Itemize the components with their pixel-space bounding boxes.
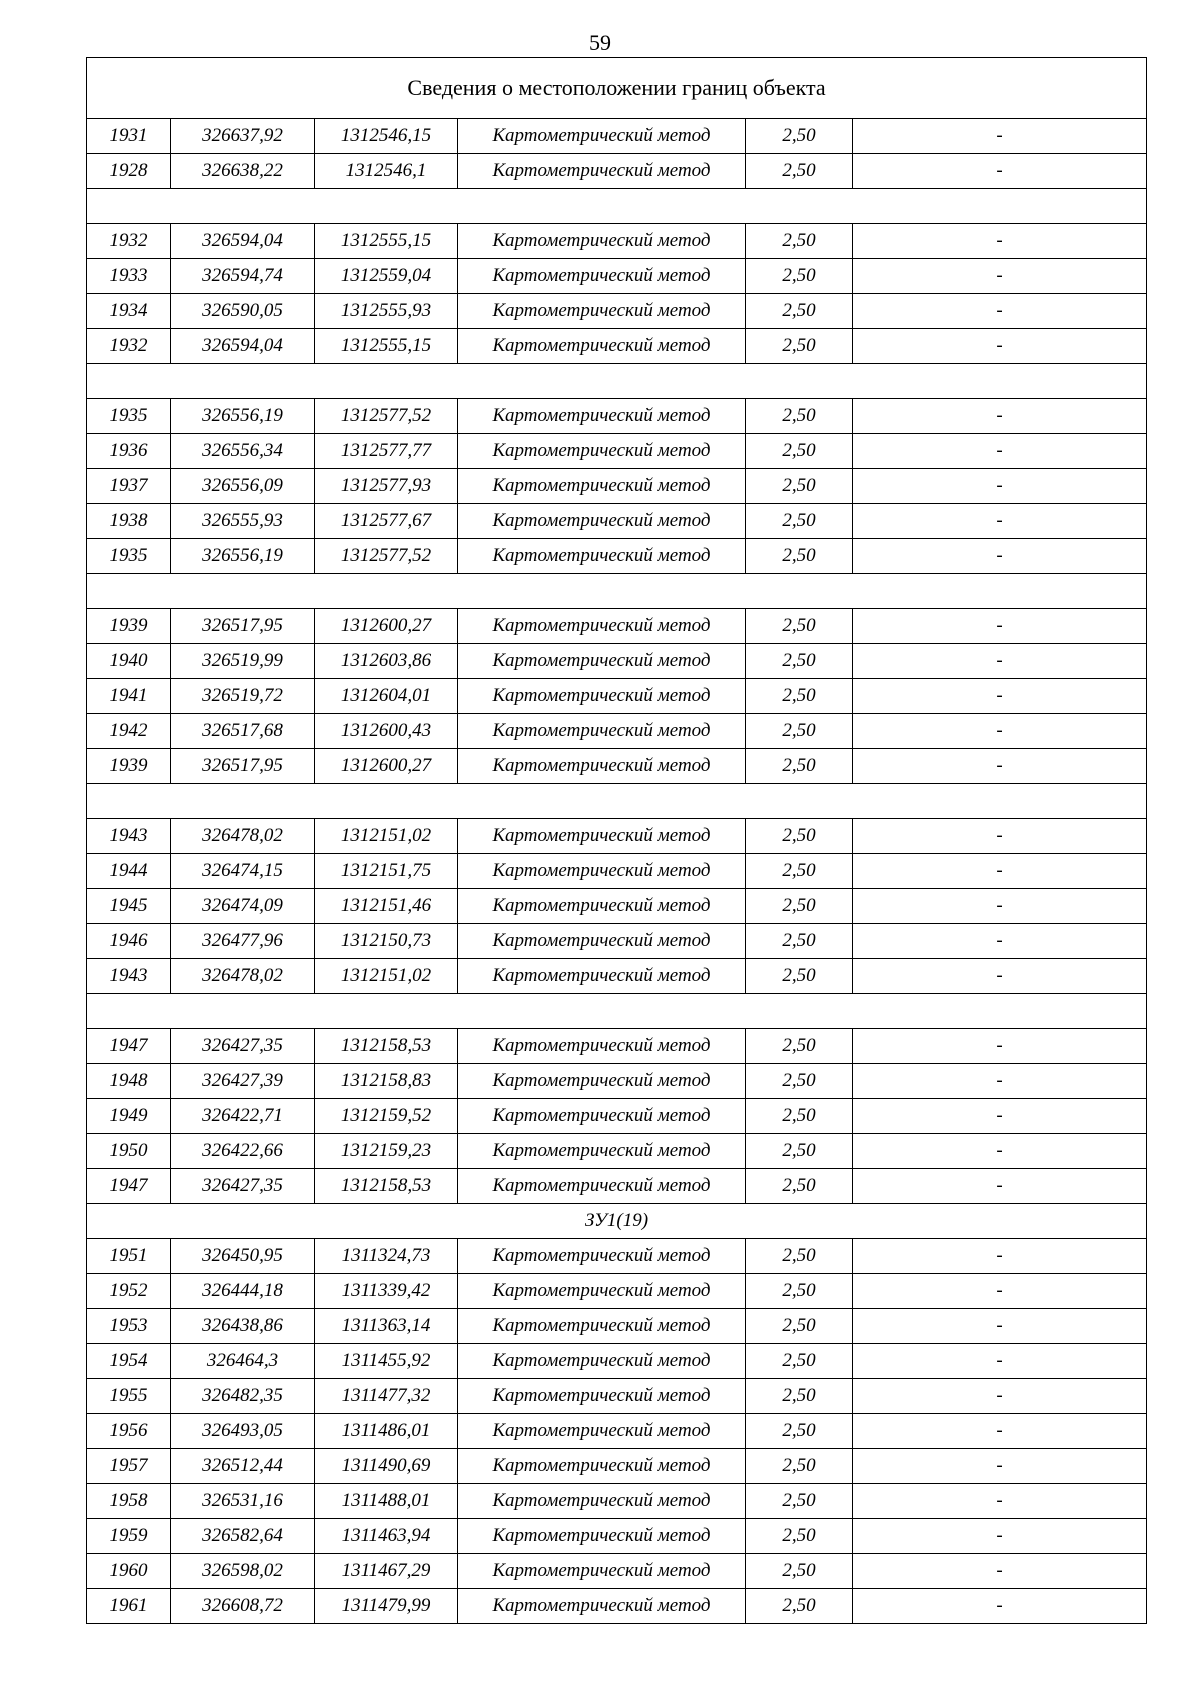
accuracy-cell: 2,50 — [746, 399, 853, 434]
table-row — [87, 1589, 1147, 1624]
y-coordinate-cell: 1311467,29 — [315, 1554, 458, 1589]
accuracy-cell: 2,50 — [746, 749, 853, 784]
point-number-cell: 1944 — [87, 854, 171, 889]
point-number-cell: 1932 — [87, 329, 171, 364]
separator-cell — [87, 364, 1147, 399]
description-cell: - — [853, 1274, 1147, 1309]
description-cell: - — [853, 1309, 1147, 1344]
point-number-cell: 1941 — [87, 679, 171, 714]
description-cell: - — [853, 1414, 1147, 1449]
table-row — [87, 539, 1147, 574]
point-number-cell: 1934 — [87, 294, 171, 329]
description-cell: - — [853, 1169, 1147, 1204]
method-cell: Картометрический метод — [458, 1134, 746, 1169]
point-number-cell: 1935 — [87, 399, 171, 434]
point-number-cell: 1953 — [87, 1309, 171, 1344]
point-number-cell: 1933 — [87, 259, 171, 294]
accuracy-cell: 2,50 — [746, 1029, 853, 1064]
point-number-cell: 1961 — [87, 1589, 171, 1624]
accuracy-cell: 2,50 — [746, 679, 853, 714]
method-cell: Картометрический метод — [458, 469, 746, 504]
method-cell: Картометрический метод — [458, 154, 746, 189]
x-coordinate-cell: 326512,44 — [171, 1449, 315, 1484]
method-cell: Картометрический метод — [458, 1484, 746, 1519]
accuracy-cell: 2,50 — [746, 644, 853, 679]
point-number-cell: 1939 — [87, 749, 171, 784]
table-row — [87, 1554, 1147, 1589]
accuracy-cell: 2,50 — [746, 329, 853, 364]
description-cell: - — [853, 399, 1147, 434]
table-row — [87, 469, 1147, 504]
y-coordinate-cell: 1312546,15 — [315, 119, 458, 154]
accuracy-cell: 2,50 — [746, 1589, 853, 1624]
accuracy-cell: 2,50 — [746, 959, 853, 994]
x-coordinate-cell: 326482,35 — [171, 1379, 315, 1414]
description-cell: - — [853, 854, 1147, 889]
y-coordinate-cell: 1312159,52 — [315, 1099, 458, 1134]
method-cell: Картометрический метод — [458, 434, 746, 469]
accuracy-cell: 2,50 — [746, 819, 853, 854]
x-coordinate-cell: 326556,09 — [171, 469, 315, 504]
table-row — [87, 1309, 1147, 1344]
point-number-cell: 1937 — [87, 469, 171, 504]
table-row — [87, 119, 1147, 154]
table-row — [87, 1099, 1147, 1134]
table-row — [87, 1344, 1147, 1379]
boundary-coordinates-table — [86, 57, 1147, 1624]
point-number-cell: 1947 — [87, 1029, 171, 1064]
y-coordinate-cell: 1312151,02 — [315, 959, 458, 994]
x-coordinate-cell: 326519,99 — [171, 644, 315, 679]
x-coordinate-cell: 326598,02 — [171, 1554, 315, 1589]
table-row — [87, 1379, 1147, 1414]
section-header-row — [87, 1204, 1147, 1239]
x-coordinate-cell: 326517,95 — [171, 749, 315, 784]
x-coordinate-cell: 326608,72 — [171, 1589, 315, 1624]
method-cell: Картометрический метод — [458, 1379, 746, 1414]
x-coordinate-cell: 326493,05 — [171, 1414, 315, 1449]
table-row — [87, 1274, 1147, 1309]
method-cell: Картометрический метод — [458, 679, 746, 714]
description-cell: - — [853, 504, 1147, 539]
x-coordinate-cell: 326638,22 — [171, 154, 315, 189]
method-cell: Картометрический метод — [458, 1029, 746, 1064]
y-coordinate-cell: 1312151,46 — [315, 889, 458, 924]
method-cell: Картометрический метод — [458, 819, 746, 854]
table-row — [87, 889, 1147, 924]
accuracy-cell: 2,50 — [746, 1239, 853, 1274]
table-row — [87, 434, 1147, 469]
separator-cell — [87, 189, 1147, 224]
table-row — [87, 1029, 1147, 1064]
y-coordinate-cell: 1312577,52 — [315, 539, 458, 574]
description-cell: - — [853, 539, 1147, 574]
description-cell: - — [853, 1449, 1147, 1484]
accuracy-cell: 2,50 — [746, 889, 853, 924]
x-coordinate-cell: 326517,68 — [171, 714, 315, 749]
point-number-cell: 1960 — [87, 1554, 171, 1589]
method-cell: Картометрический метод — [458, 1239, 746, 1274]
x-coordinate-cell: 326582,64 — [171, 1519, 315, 1554]
method-cell: Картометрический метод — [458, 924, 746, 959]
method-cell: Картометрический метод — [458, 329, 746, 364]
accuracy-cell: 2,50 — [746, 924, 853, 959]
x-coordinate-cell: 326427,35 — [171, 1029, 315, 1064]
description-cell: - — [853, 889, 1147, 924]
point-number-cell: 1950 — [87, 1134, 171, 1169]
table-row — [87, 399, 1147, 434]
accuracy-cell: 2,50 — [746, 714, 853, 749]
x-coordinate-cell: 326637,92 — [171, 119, 315, 154]
description-cell: - — [853, 1239, 1147, 1274]
accuracy-cell: 2,50 — [746, 539, 853, 574]
x-coordinate-cell: 326477,96 — [171, 924, 315, 959]
table-row — [87, 679, 1147, 714]
table-row — [87, 504, 1147, 539]
method-cell: Картометрический метод — [458, 399, 746, 434]
section-label: ЗУ1(19) — [87, 1204, 1147, 1239]
method-cell: Картометрический метод — [458, 504, 746, 539]
y-coordinate-cell: 1311363,14 — [315, 1309, 458, 1344]
description-cell: - — [853, 154, 1147, 189]
x-coordinate-cell: 326474,09 — [171, 889, 315, 924]
point-number-cell: 1936 — [87, 434, 171, 469]
table-body — [87, 58, 1147, 1624]
table-row — [87, 714, 1147, 749]
table-row — [87, 1169, 1147, 1204]
y-coordinate-cell: 1312158,53 — [315, 1169, 458, 1204]
y-coordinate-cell: 1312151,02 — [315, 819, 458, 854]
x-coordinate-cell: 326531,16 — [171, 1484, 315, 1519]
x-coordinate-cell: 326590,05 — [171, 294, 315, 329]
accuracy-cell: 2,50 — [746, 259, 853, 294]
description-cell: - — [853, 434, 1147, 469]
x-coordinate-cell: 326422,71 — [171, 1099, 315, 1134]
accuracy-cell: 2,50 — [746, 224, 853, 259]
point-number-cell: 1955 — [87, 1379, 171, 1414]
y-coordinate-cell: 1312555,93 — [315, 294, 458, 329]
accuracy-cell: 2,50 — [746, 1099, 853, 1134]
description-cell: - — [853, 644, 1147, 679]
point-number-cell: 1946 — [87, 924, 171, 959]
separator-cell — [87, 574, 1147, 609]
y-coordinate-cell: 1311455,92 — [315, 1344, 458, 1379]
method-cell: Картометрический метод — [458, 644, 746, 679]
separator-row — [87, 574, 1147, 609]
method-cell: Картометрический метод — [458, 1344, 746, 1379]
y-coordinate-cell: 1312555,15 — [315, 224, 458, 259]
description-cell: - — [853, 1344, 1147, 1379]
separator-row — [87, 364, 1147, 399]
x-coordinate-cell: 326556,19 — [171, 539, 315, 574]
description-cell: - — [853, 1029, 1147, 1064]
description-cell: - — [853, 1554, 1147, 1589]
point-number-cell: 1942 — [87, 714, 171, 749]
point-number-cell: 1949 — [87, 1099, 171, 1134]
method-cell: Картометрический метод — [458, 1064, 746, 1099]
accuracy-cell: 2,50 — [746, 1379, 853, 1414]
accuracy-cell: 2,50 — [746, 1484, 853, 1519]
x-coordinate-cell: 326594,04 — [171, 329, 315, 364]
method-cell: Картометрический метод — [458, 294, 746, 329]
accuracy-cell: 2,50 — [746, 1414, 853, 1449]
point-number-cell: 1935 — [87, 539, 171, 574]
table-row — [87, 1134, 1147, 1169]
x-coordinate-cell: 326517,95 — [171, 609, 315, 644]
table-row — [87, 329, 1147, 364]
y-coordinate-cell: 1312150,73 — [315, 924, 458, 959]
page-number: 59 — [589, 30, 611, 55]
method-cell: Картометрический метод — [458, 1519, 746, 1554]
accuracy-cell: 2,50 — [746, 1169, 853, 1204]
x-coordinate-cell: 326594,04 — [171, 224, 315, 259]
x-coordinate-cell: 326478,02 — [171, 959, 315, 994]
point-number-cell: 1931 — [87, 119, 171, 154]
point-number-cell: 1951 — [87, 1239, 171, 1274]
method-cell: Картометрический метод — [458, 714, 746, 749]
accuracy-cell: 2,50 — [746, 1064, 853, 1099]
method-cell: Картометрический метод — [458, 1414, 746, 1449]
table-title: Сведения о местоположении границ объекта — [87, 58, 1147, 119]
method-cell: Картометрический метод — [458, 609, 746, 644]
method-cell: Картометрический метод — [458, 1589, 746, 1624]
point-number-cell: 1954 — [87, 1344, 171, 1379]
table-row — [87, 1484, 1147, 1519]
point-number-cell: 1928 — [87, 154, 171, 189]
description-cell: - — [853, 1519, 1147, 1554]
description-cell: - — [853, 294, 1147, 329]
table-row — [87, 924, 1147, 959]
y-coordinate-cell: 1311479,99 — [315, 1589, 458, 1624]
table-row — [87, 294, 1147, 329]
x-coordinate-cell: 326444,18 — [171, 1274, 315, 1309]
method-cell: Картометрический метод — [458, 1554, 746, 1589]
y-coordinate-cell: 1311477,32 — [315, 1379, 458, 1414]
x-coordinate-cell: 326478,02 — [171, 819, 315, 854]
y-coordinate-cell: 1311463,94 — [315, 1519, 458, 1554]
table-row — [87, 224, 1147, 259]
method-cell: Картометрический метод — [458, 259, 746, 294]
table-row — [87, 644, 1147, 679]
description-cell: - — [853, 1589, 1147, 1624]
method-cell: Картометрический метод — [458, 224, 746, 259]
x-coordinate-cell: 326427,39 — [171, 1064, 315, 1099]
accuracy-cell: 2,50 — [746, 119, 853, 154]
y-coordinate-cell: 1312577,77 — [315, 434, 458, 469]
y-coordinate-cell: 1312546,1 — [315, 154, 458, 189]
table-row — [87, 1239, 1147, 1274]
table-row — [87, 609, 1147, 644]
method-cell: Картометрический метод — [458, 119, 746, 154]
accuracy-cell: 2,50 — [746, 469, 853, 504]
point-number-cell: 1956 — [87, 1414, 171, 1449]
description-cell: - — [853, 1134, 1147, 1169]
y-coordinate-cell: 1312555,15 — [315, 329, 458, 364]
x-coordinate-cell: 326464,3 — [171, 1344, 315, 1379]
table-row — [87, 1519, 1147, 1554]
x-coordinate-cell: 326594,74 — [171, 259, 315, 294]
description-cell: - — [853, 679, 1147, 714]
method-cell: Картометрический метод — [458, 749, 746, 784]
point-number-cell: 1947 — [87, 1169, 171, 1204]
y-coordinate-cell: 1312158,83 — [315, 1064, 458, 1099]
x-coordinate-cell: 326556,34 — [171, 434, 315, 469]
separator-row — [87, 994, 1147, 1029]
x-coordinate-cell: 326555,93 — [171, 504, 315, 539]
y-coordinate-cell: 1312600,27 — [315, 749, 458, 784]
accuracy-cell: 2,50 — [746, 854, 853, 889]
y-coordinate-cell: 1312158,53 — [315, 1029, 458, 1064]
description-cell: - — [853, 959, 1147, 994]
description-cell: - — [853, 1064, 1147, 1099]
point-number-cell: 1943 — [87, 959, 171, 994]
accuracy-cell: 2,50 — [746, 1519, 853, 1554]
point-number-cell: 1932 — [87, 224, 171, 259]
accuracy-cell: 2,50 — [746, 1309, 853, 1344]
table-row — [87, 749, 1147, 784]
table-row — [87, 1064, 1147, 1099]
point-number-cell: 1958 — [87, 1484, 171, 1519]
y-coordinate-cell: 1312600,27 — [315, 609, 458, 644]
accuracy-cell: 2,50 — [746, 1449, 853, 1484]
table-title-row — [87, 58, 1147, 119]
method-cell: Картометрический метод — [458, 1099, 746, 1134]
y-coordinate-cell: 1311490,69 — [315, 1449, 458, 1484]
description-cell: - — [853, 714, 1147, 749]
method-cell: Картометрический метод — [458, 1309, 746, 1344]
separator-cell — [87, 784, 1147, 819]
description-cell: - — [853, 819, 1147, 854]
description-cell: - — [853, 259, 1147, 294]
y-coordinate-cell: 1312151,75 — [315, 854, 458, 889]
point-number-cell: 1948 — [87, 1064, 171, 1099]
point-number-cell: 1952 — [87, 1274, 171, 1309]
point-number-cell: 1943 — [87, 819, 171, 854]
y-coordinate-cell: 1311324,73 — [315, 1239, 458, 1274]
description-cell: - — [853, 1484, 1147, 1519]
y-coordinate-cell: 1312559,04 — [315, 259, 458, 294]
table-row — [87, 1449, 1147, 1484]
accuracy-cell: 2,50 — [746, 434, 853, 469]
table-row — [87, 819, 1147, 854]
x-coordinate-cell: 326450,95 — [171, 1239, 315, 1274]
method-cell: Картометрический метод — [458, 854, 746, 889]
accuracy-cell: 2,50 — [746, 1554, 853, 1589]
description-cell: - — [853, 329, 1147, 364]
x-coordinate-cell: 326519,72 — [171, 679, 315, 714]
method-cell: Картометрический метод — [458, 889, 746, 924]
x-coordinate-cell: 326556,19 — [171, 399, 315, 434]
y-coordinate-cell: 1311488,01 — [315, 1484, 458, 1519]
description-cell: - — [853, 749, 1147, 784]
description-cell: - — [853, 924, 1147, 959]
y-coordinate-cell: 1312577,67 — [315, 504, 458, 539]
y-coordinate-cell: 1312577,93 — [315, 469, 458, 504]
description-cell: - — [853, 119, 1147, 154]
y-coordinate-cell: 1312159,23 — [315, 1134, 458, 1169]
accuracy-cell: 2,50 — [746, 504, 853, 539]
table-row — [87, 154, 1147, 189]
table-row — [87, 1414, 1147, 1449]
x-coordinate-cell: 326422,66 — [171, 1134, 315, 1169]
description-cell: - — [853, 609, 1147, 644]
table-row — [87, 259, 1147, 294]
x-coordinate-cell: 326427,35 — [171, 1169, 315, 1204]
method-cell: Картометрический метод — [458, 959, 746, 994]
point-number-cell: 1938 — [87, 504, 171, 539]
accuracy-cell: 2,50 — [746, 1134, 853, 1169]
x-coordinate-cell: 326474,15 — [171, 854, 315, 889]
method-cell: Картометрический метод — [458, 1274, 746, 1309]
point-number-cell: 1959 — [87, 1519, 171, 1554]
accuracy-cell: 2,50 — [746, 1274, 853, 1309]
accuracy-cell: 2,50 — [746, 294, 853, 329]
point-number-cell: 1957 — [87, 1449, 171, 1484]
description-cell: - — [853, 1379, 1147, 1414]
point-number-cell: 1939 — [87, 609, 171, 644]
table-row — [87, 959, 1147, 994]
separator-row — [87, 189, 1147, 224]
description-cell: - — [853, 1099, 1147, 1134]
x-coordinate-cell: 326438,86 — [171, 1309, 315, 1344]
accuracy-cell: 2,50 — [746, 154, 853, 189]
y-coordinate-cell: 1311486,01 — [315, 1414, 458, 1449]
y-coordinate-cell: 1311339,42 — [315, 1274, 458, 1309]
method-cell: Картометрический метод — [458, 539, 746, 574]
y-coordinate-cell: 1312604,01 — [315, 679, 458, 714]
description-cell: - — [853, 224, 1147, 259]
y-coordinate-cell: 1312600,43 — [315, 714, 458, 749]
accuracy-cell: 2,50 — [746, 609, 853, 644]
method-cell: Картометрический метод — [458, 1449, 746, 1484]
y-coordinate-cell: 1312603,86 — [315, 644, 458, 679]
point-number-cell: 1940 — [87, 644, 171, 679]
separator-cell — [87, 994, 1147, 1029]
y-coordinate-cell: 1312577,52 — [315, 399, 458, 434]
separator-row — [87, 784, 1147, 819]
table-row — [87, 854, 1147, 889]
method-cell: Картометрический метод — [458, 1169, 746, 1204]
description-cell: - — [853, 469, 1147, 504]
accuracy-cell: 2,50 — [746, 1344, 853, 1379]
point-number-cell: 1945 — [87, 889, 171, 924]
